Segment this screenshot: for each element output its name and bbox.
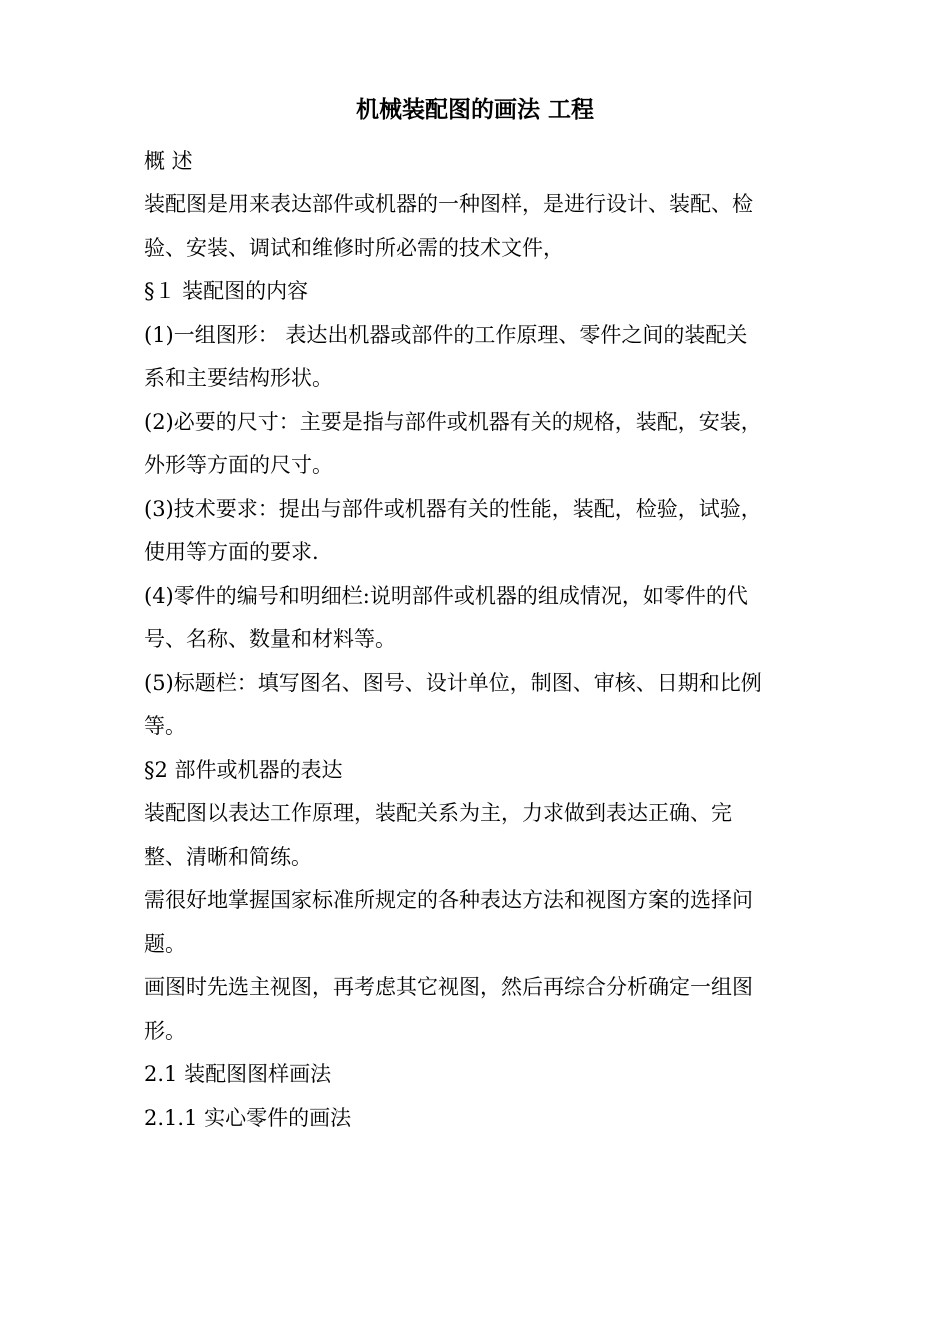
paragraph-line: 验、安装、调试和维修时所必需的技术文件，: [144, 236, 564, 260]
subsubsection-heading: 2.1.1 实心零件的画法: [144, 1106, 352, 1130]
paragraph-line: 装配图以表达工作原理，装配关系为主，力求做到表达正确、完: [144, 801, 732, 825]
list-item-line: 等。: [144, 714, 186, 738]
list-item-line: 使用等方面的要求.: [144, 540, 319, 564]
list-item-line: 外形等方面的尺寸。: [144, 453, 333, 477]
paragraph-line: 需很好地掌握国家标准所规定的各种表达方法和视图方案的选择问: [144, 888, 753, 912]
section-heading-2: §2 部件或机器的表达: [144, 758, 343, 782]
paragraph-line: 画图时先选主视图，再考虑其它视图，然后再综合分析确定一组图: [144, 975, 753, 999]
section-heading-1: §１ 装配图的内容: [144, 279, 309, 303]
list-item-line: (1)一组图形： 表达出机器或部件的工作原理、零件之间的装配关: [144, 323, 748, 347]
heading-overview: 概 述: [144, 149, 193, 173]
list-item-line: 号、名称、数量和材料等。: [144, 627, 396, 651]
paragraph-line: 整、清晰和简练。: [144, 845, 312, 869]
list-item-line: (3)技术要求：提出与部件或机器有关的性能，装配，检验，试验，: [144, 497, 762, 521]
list-item-line: 系和主要结构形状。: [144, 366, 333, 390]
list-item-line: (2)必要的尺寸：主要是指与部件或机器有关的规格，装配，安装，: [144, 410, 762, 434]
list-item-line: (5)标题栏：填写图名、图号、设计单位，制图、审核、日期和比例: [144, 671, 762, 695]
document-title: 机械装配图的画法 工程: [355, 97, 594, 123]
subsection-heading: 2.1 装配图图样画法: [144, 1062, 332, 1086]
list-item-line: (4)零件的编号和明细栏:说明部件或机器的组成情况，如零件的代: [144, 584, 748, 608]
paragraph-line: 形。: [144, 1019, 186, 1043]
paragraph-line: 装配图是用来表达部件或机器的一种图样，是进行设计、装配、检: [144, 192, 753, 216]
paragraph-line: 题。: [144, 932, 186, 956]
